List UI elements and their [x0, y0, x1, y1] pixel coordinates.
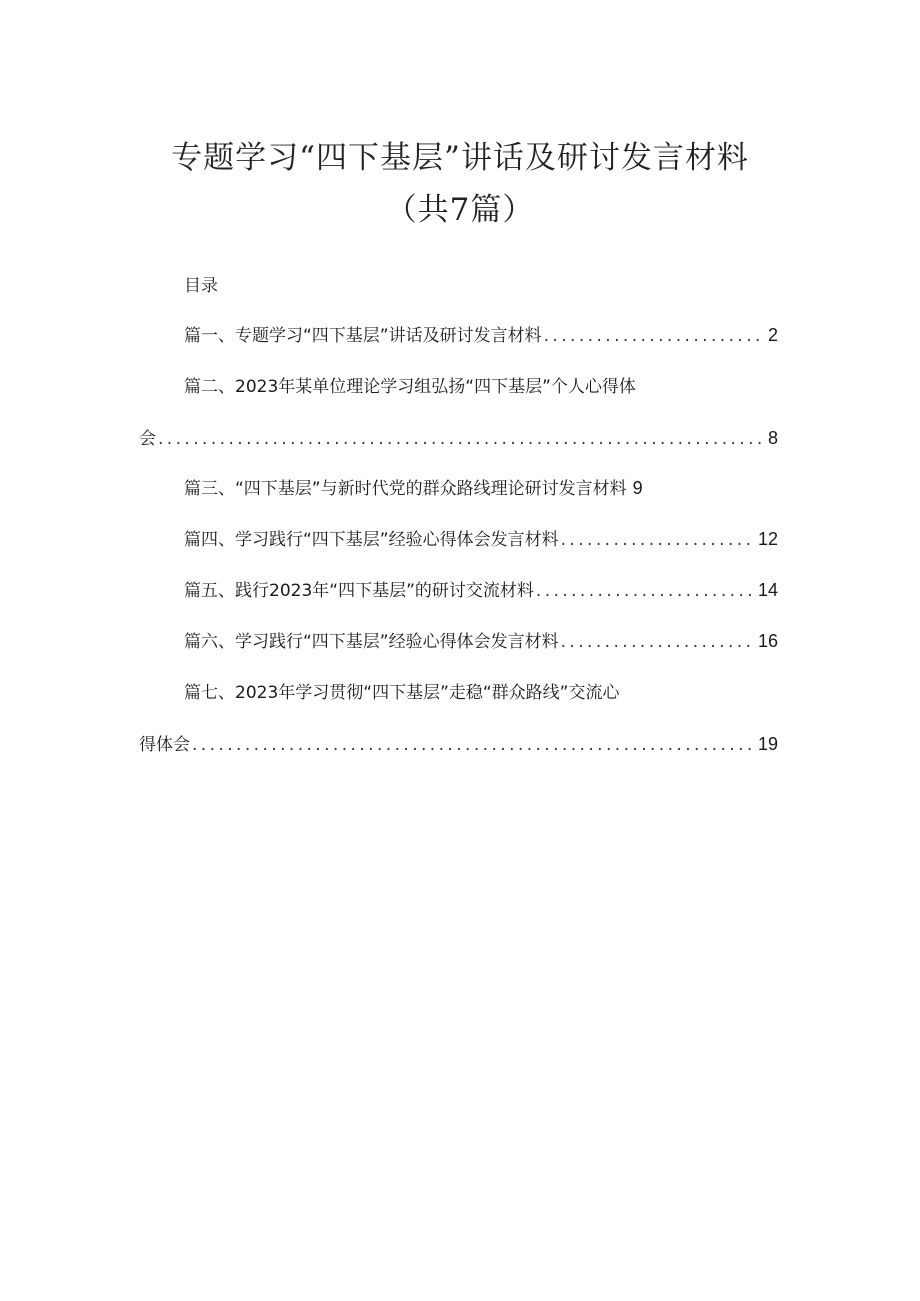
toc-entry-7[interactable]	[184, 678, 778, 704]
toc-entry-page: 9	[632, 478, 643, 498]
toc-leader-dots	[158, 429, 764, 449]
toc-entry-label-continuation: 会	[139, 429, 156, 449]
toc-entry-4[interactable]	[184, 525, 778, 551]
toc-entry-label: 篇七、2023年学习贯彻“四下基层”走稳“群众路线”交流心	[184, 683, 620, 703]
toc-entry-label: 篇一、专题学习“四下基层”讲话及研讨发言材料	[184, 326, 542, 346]
document-subtitle: （共7篇）	[385, 192, 535, 228]
toc-entry-page: 8	[767, 428, 778, 448]
toc-entry-2-continuation[interactable]	[139, 424, 778, 450]
toc-entry-label: 篇五、践行2023年“四下基层”的研讨交流材料	[184, 581, 534, 601]
toc-entry-6[interactable]	[184, 627, 778, 653]
toc-entry-page: 14	[757, 580, 778, 600]
toc-leader-dots	[536, 581, 754, 601]
toc-entry-2[interactable]	[184, 372, 778, 398]
toc-leader-dots	[544, 326, 764, 346]
toc-entry-page: 19	[757, 734, 778, 754]
toc-entry-page: 12	[757, 529, 778, 549]
toc-entry-label: 篇四、学习践行“四下基层”经验心得体会发言材料	[184, 530, 559, 550]
document-title: 专题学习“四下基层”讲话及研讨发言材料	[171, 140, 749, 176]
toc-entry-label-continuation: 得体会	[139, 735, 190, 755]
toc-entry-label: 篇二、2023年某单位理论学习组弘扬“四下基层”个人心得体	[184, 377, 636, 397]
toc-entry-label: 篇三、“四下基层”与新时代党的群众路线理论研讨发言材料	[184, 479, 627, 499]
toc-entry-3[interactable]	[184, 474, 778, 500]
toc-entry-5[interactable]	[184, 576, 778, 602]
toc-leader-dots	[561, 632, 754, 652]
toc-entry-7-continuation[interactable]	[139, 730, 778, 756]
toc-entry-page: 16	[757, 631, 778, 651]
toc-heading: 目录	[184, 276, 218, 296]
toc-entry-page: 2	[767, 325, 778, 345]
toc-entry-1[interactable]	[184, 321, 778, 347]
toc-entry-label: 篇六、学习践行“四下基层”经验心得体会发言材料	[184, 632, 559, 652]
toc-leader-dots	[192, 735, 754, 755]
toc-leader-dots	[561, 530, 754, 550]
